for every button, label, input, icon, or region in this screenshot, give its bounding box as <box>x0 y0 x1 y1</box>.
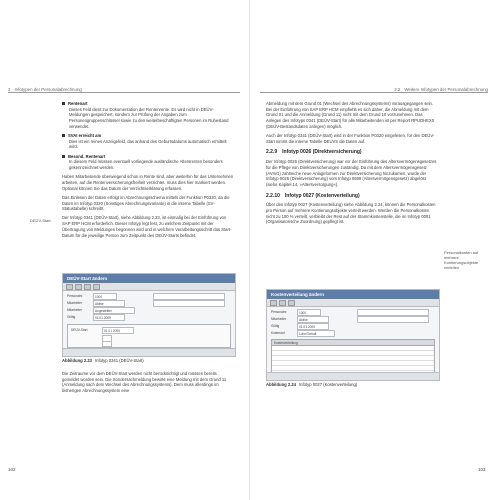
toolbar-button <box>66 284 73 290</box>
caption-label: Abbildung 2.24 <box>266 382 297 387</box>
field-label: Gültig <box>271 324 280 328</box>
running-head-right <box>260 83 488 93</box>
chapter-title: Infotypen der Personalabrechnung <box>14 87 82 92</box>
figure-caption <box>266 382 438 387</box>
caption-label: Abbildung 2.23 <box>62 358 93 363</box>
figure-kostenverteilung <box>266 289 440 381</box>
chapter-number: 2 <box>8 87 11 92</box>
field-label: Mitarbeiter <box>67 301 83 305</box>
closing-paragraph: Die Zeitraume vor dem DEÜV-Start werden nicht berücksichtigt und müssen bereits gemeldet worden sein. Die Sondersachmeldung bewirkt eine Meldung mit dem Grund 11 (Anmeldung nach dem Wechsel des Abrechnungssystems). Dem muss allerdings im bisherigen Abrechnungssystem eine <box>62 371 227 394</box>
page-number-right: 103 <box>478 467 486 472</box>
figure-caption <box>62 358 234 363</box>
bullet-icon <box>62 155 65 158</box>
figure-form <box>63 291 235 349</box>
field-value: 01.01.2009 <box>93 314 125 321</box>
toolbar-button <box>270 300 277 306</box>
page-number-left: 102 <box>8 467 16 472</box>
field-value-wide <box>357 316 429 323</box>
bullet-item <box>62 133 234 150</box>
toolbar-button <box>279 300 286 306</box>
field-value: 1000 <box>297 309 321 316</box>
bullet-text: Dies ist ein reines Anzeigefeld, das anhand des Geburtsdatums automatisch ermittelt wird. <box>69 138 227 150</box>
field-value-wide <box>357 309 429 316</box>
section-title: Weitere Infotypen der Personalabrechnung <box>404 87 488 92</box>
field-value-wide <box>153 300 225 307</box>
figure-status-bar <box>63 348 235 356</box>
body-paragraph: Haben Mitarbeitende überwiegend schon in Rente sind, aber weiterhin für das Unternehmen arbeiten, auf die Rentenversicherungsfreiheit verzichtet, muss dies hier markiert werden. Optional können Sie das Datum der Verzichtserklärung erfassen. <box>62 174 234 191</box>
bullet-title: Rentenart <box>68 101 88 106</box>
section-heading: 2.2.10 Infotyp 0027 (Kostenverteilung) <box>266 192 360 199</box>
bullet-text: Dieses Feld dient zur Dokumentation der Rentenrente. Es wird nicht in DEÜV-Meldungen gespeichert, sondern zur Prüfung der Angaben zum Personengruppenschlüssel sowie zu den weiterbeschäftigten Personen im Ruhestand verwendet. <box>69 106 229 129</box>
figure-window-title: Kostenverteilung ändern <box>267 290 439 299</box>
field-value: Lohn/Gehalt <box>297 330 335 337</box>
bullet-title: SVAI erreicht am <box>68 133 102 139</box>
field-value: Angestellter <box>93 307 135 314</box>
figure-deuev-start <box>62 273 236 357</box>
field-label: Mitarbeiter <box>67 308 83 312</box>
field-label: Mitarbeiter <box>271 317 287 321</box>
bullet-item <box>62 154 234 171</box>
field-value: Aktive <box>93 300 125 307</box>
figure-form <box>267 307 439 373</box>
right-page <box>250 0 500 500</box>
caption-text: Infotyp 0027 (Kostenverteilung) <box>299 382 358 387</box>
field-value: 01.01.2009 <box>102 327 134 334</box>
margin-note: Personalkosten auf mehrere Kontierungsobjekte verteilen <box>444 250 479 270</box>
bullet-item <box>62 101 234 130</box>
body-paragraph: Abmeldung mit dem Grund 01 (Wechsel des Abrechnungssystems) vorausgegangen sein. Bei der Einführung von SAP ERP HCM empfiehlt es sich daher, die Abmeldung mit dem Grund 01 und die Anmeldung (Grund 11) nicht mit dem Grund 10 vorzunehmen. Das Anlegen des Infotyps 0341 (DEÜV-Start) für alle Mitarbeitenden ist per Report RPUDHEX0 (DEÜV-Bestandsdaten anlegen) möglich. <box>266 101 435 129</box>
bullet-icon <box>62 134 65 137</box>
section-number: 2.2 <box>394 87 401 92</box>
bullet-icon <box>62 102 65 105</box>
field-label: DEÜV-Start <box>71 328 88 332</box>
field-label: Personalnr. <box>271 310 288 314</box>
left-body <box>62 101 234 242</box>
toolbar-button <box>75 284 82 290</box>
margin-note: DEÜV-Start <box>30 218 51 223</box>
running-head-left <box>8 83 240 93</box>
figure-window-title: DEÜV-Start ändern <box>63 274 235 283</box>
section-heading: 2.2.9 Infotyp 0026 (Direktversicherung) <box>266 149 362 156</box>
caption-text: Infotyp 0341 (DEÜV-Start) <box>95 358 144 363</box>
toolbar-button <box>84 284 91 290</box>
table-header: Kostenverteilung <box>272 340 434 346</box>
body-paragraph: Das Einlesen der Daten erfolgt im Abrechnungsschema mittels der Funktion P0320, da die Daten im Infotyp 0320 (Sonstiges Abrechnungsvariante) in die interne Tabelle (SV-Statustabelle) schreibt. <box>62 194 230 212</box>
figure-status-bar <box>267 372 439 380</box>
body-paragraph: Über den Infotyp 0027 (Kostenverteilung) siehe Abbildung 2.24, können die Personalkosten pro Person auf mehrere Kontierungsobjekte verteilt werden. Werden die Personalkosten nicht zu 100 % verteilt, verbleibt der Rest auf der Stammkostenstelle, die im Infotyp 0001 (Organisatorische Zuordnung) gepflegt ist. <box>266 202 436 225</box>
field-label: Kostenart <box>271 331 285 335</box>
cost-distribution-table <box>271 339 435 373</box>
body-paragraph: Auch der Infotyp 0341 (DEÜV-Start) wird in der Funktion P0320 eingelesen, für den DEÜV-Start nimmt die interne Tabelle DEUVS die Daten auf. <box>266 133 435 144</box>
field-value: 1000 <box>93 293 117 300</box>
checkbox-field <box>102 341 112 347</box>
field-label: Gültig <box>67 315 76 319</box>
field-value: Aktive <box>297 316 329 323</box>
toolbar-button <box>288 300 295 306</box>
bullet-text: In diesem Feld müssen eventuell vorliegende ausländische Altersrenten besonders gekennzeichnet werden. <box>69 159 223 171</box>
body-paragraph: Der Infotyp 0341 (DEÜV-Start), siehe Abbildung 2.23, ist einmalig bei der Einführung von SAP ERP HCM erforderlich. Dieser Infotyp legt fest, zu welchem Zeitpunkt mit der Übertragung von Meldungen begonnen wird und in welchem Verarbeitungsschritt das Start-Datum für die jeweilige Person zum Zeitpunkt des DEÜV-Starts befindet. <box>62 215 232 238</box>
toolbar-button <box>93 284 100 290</box>
right-body <box>266 101 438 229</box>
figure-toolbar <box>267 299 439 307</box>
figure-toolbar <box>63 283 235 291</box>
field-value-wide <box>153 293 225 300</box>
body-paragraph: Der Infotyp 0026 (Direktversicherung) war vor der Einführung des Altersvermögensgesetzes für die Pflege von Direktversicherungen zuständig. Da mit dem Altersvermögensgesetz (AVmG) zahlreiche neue Anlageformen zur Direktversicherung hinzukamen, wurde der Infotyp 0026 (Direktversicherung) vom Infotyp 0699 (Altersvermögensgesetz) abgelöst (siehe Kapitel 14, »Altersversorgung«). <box>266 159 437 187</box>
field-value: 01.01.2009 <box>297 323 329 330</box>
figure-group-box <box>67 324 231 348</box>
field-label: Personalnr. <box>67 294 84 298</box>
bullet-title: Besond. Rentenart <box>68 153 106 159</box>
